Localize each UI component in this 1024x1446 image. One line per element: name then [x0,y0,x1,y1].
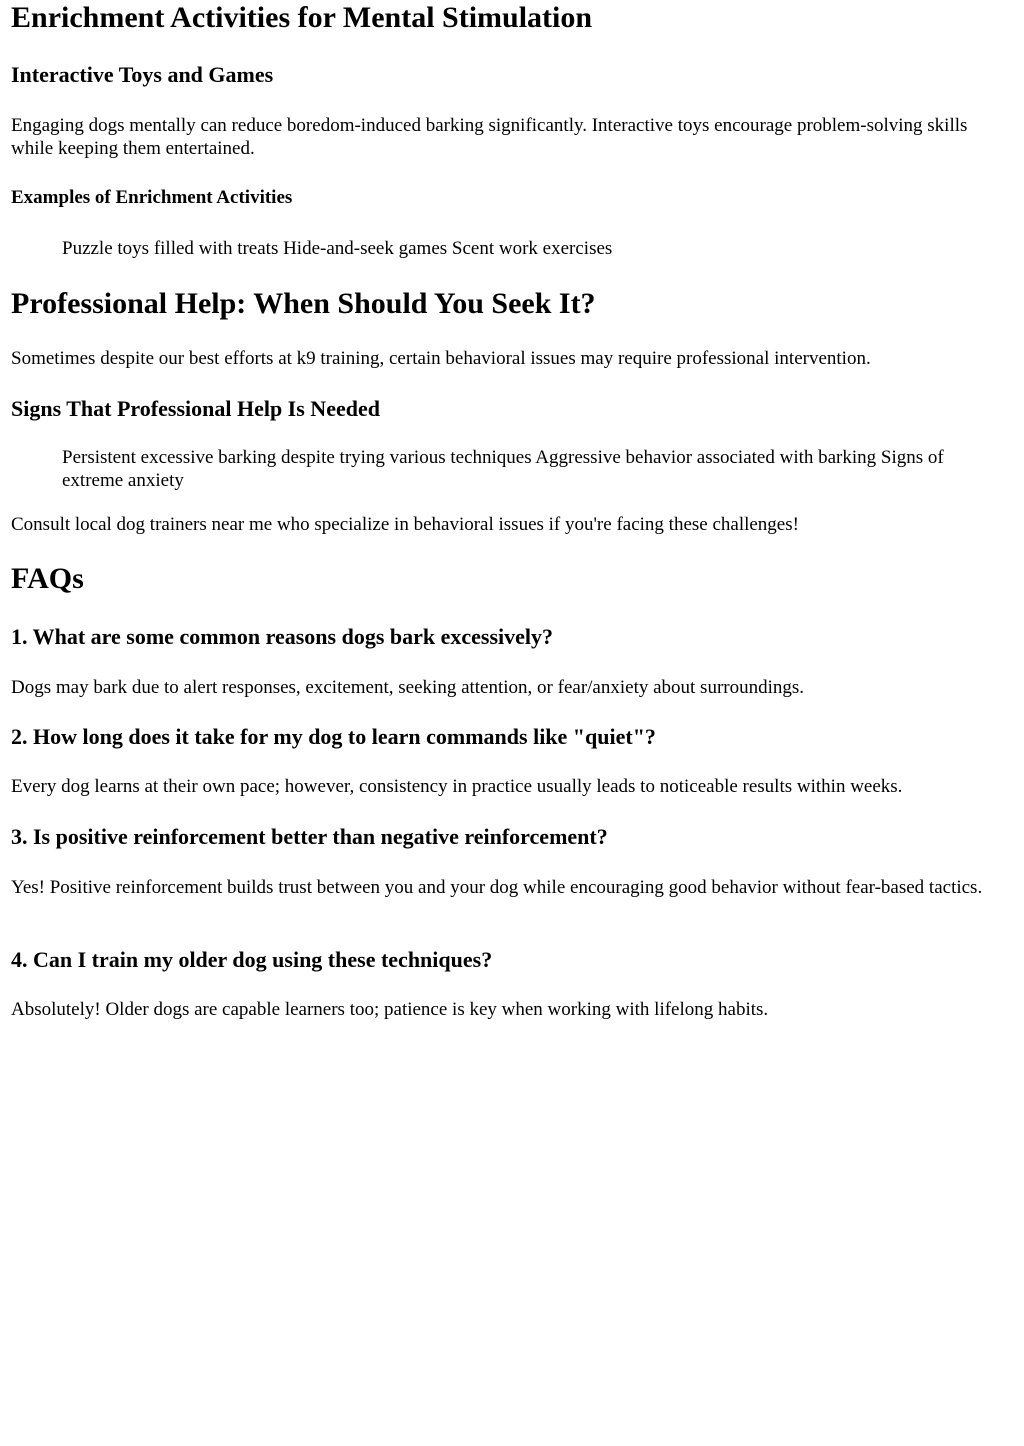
signs-heading: Signs That Professional Help Is Needed [11,396,380,421]
faq-answer-4: Absolutely! Older dogs are capable learners too; patience is key when working with lifelong habits. [11,999,769,1020]
faqs-heading: FAQs [11,562,84,595]
faq-question-1: 1. What are some common reasons dogs bark excessively? [11,624,554,649]
signs-list: Persistent excessive barking despite trying various techniques Aggressive behavior associated with barking Signs of extreme anxiety [62,447,944,491]
faq-question-2: 2. How long does it take for my dog to learn commands like "quiet"? [11,724,656,749]
examples-list: Puzzle toys filled with treats Hide-and-seek games Scent work exercises [62,238,613,259]
professional-help-heading: Professional Help: When Should You Seek It? [11,287,596,320]
enrichment-heading: Enrichment Activities for Mental Stimulation [11,1,593,34]
faq-answer-2: Every dog learns at their own pace; however, consistency in practice usually leads to noticeable results within weeks. [11,776,903,797]
interactive-toys-heading: Interactive Toys and Games [11,62,274,87]
consult-paragraph: Consult local dog trainers near me who specialize in behavioral issues if you're facing these challenges! [11,514,799,535]
enrichment-paragraph: Engaging dogs mentally can reduce boredom-induced barking significantly. Interactive toys encourage problem-solving skills while keeping them entertained. [11,115,968,159]
faq-answer-1: Dogs may bark due to alert responses, excitement, seeking attention, or fear/anxiety about surroundings. [11,677,805,698]
faq-answer-3: Yes! Positive reinforcement builds trust between you and your dog while encouraging good behavior without fear-based tactics. [11,877,983,898]
professional-paragraph: Sometimes despite our best efforts at k9 training, certain behavioral issues may require professional intervention. [11,348,871,369]
faq-question-3: 3. Is positive reinforcement better than negative reinforcement? [11,824,608,849]
faq-question-4: 4. Can I train my older dog using these techniques? [11,947,493,972]
examples-heading: Examples of Enrichment Activities [11,187,293,208]
